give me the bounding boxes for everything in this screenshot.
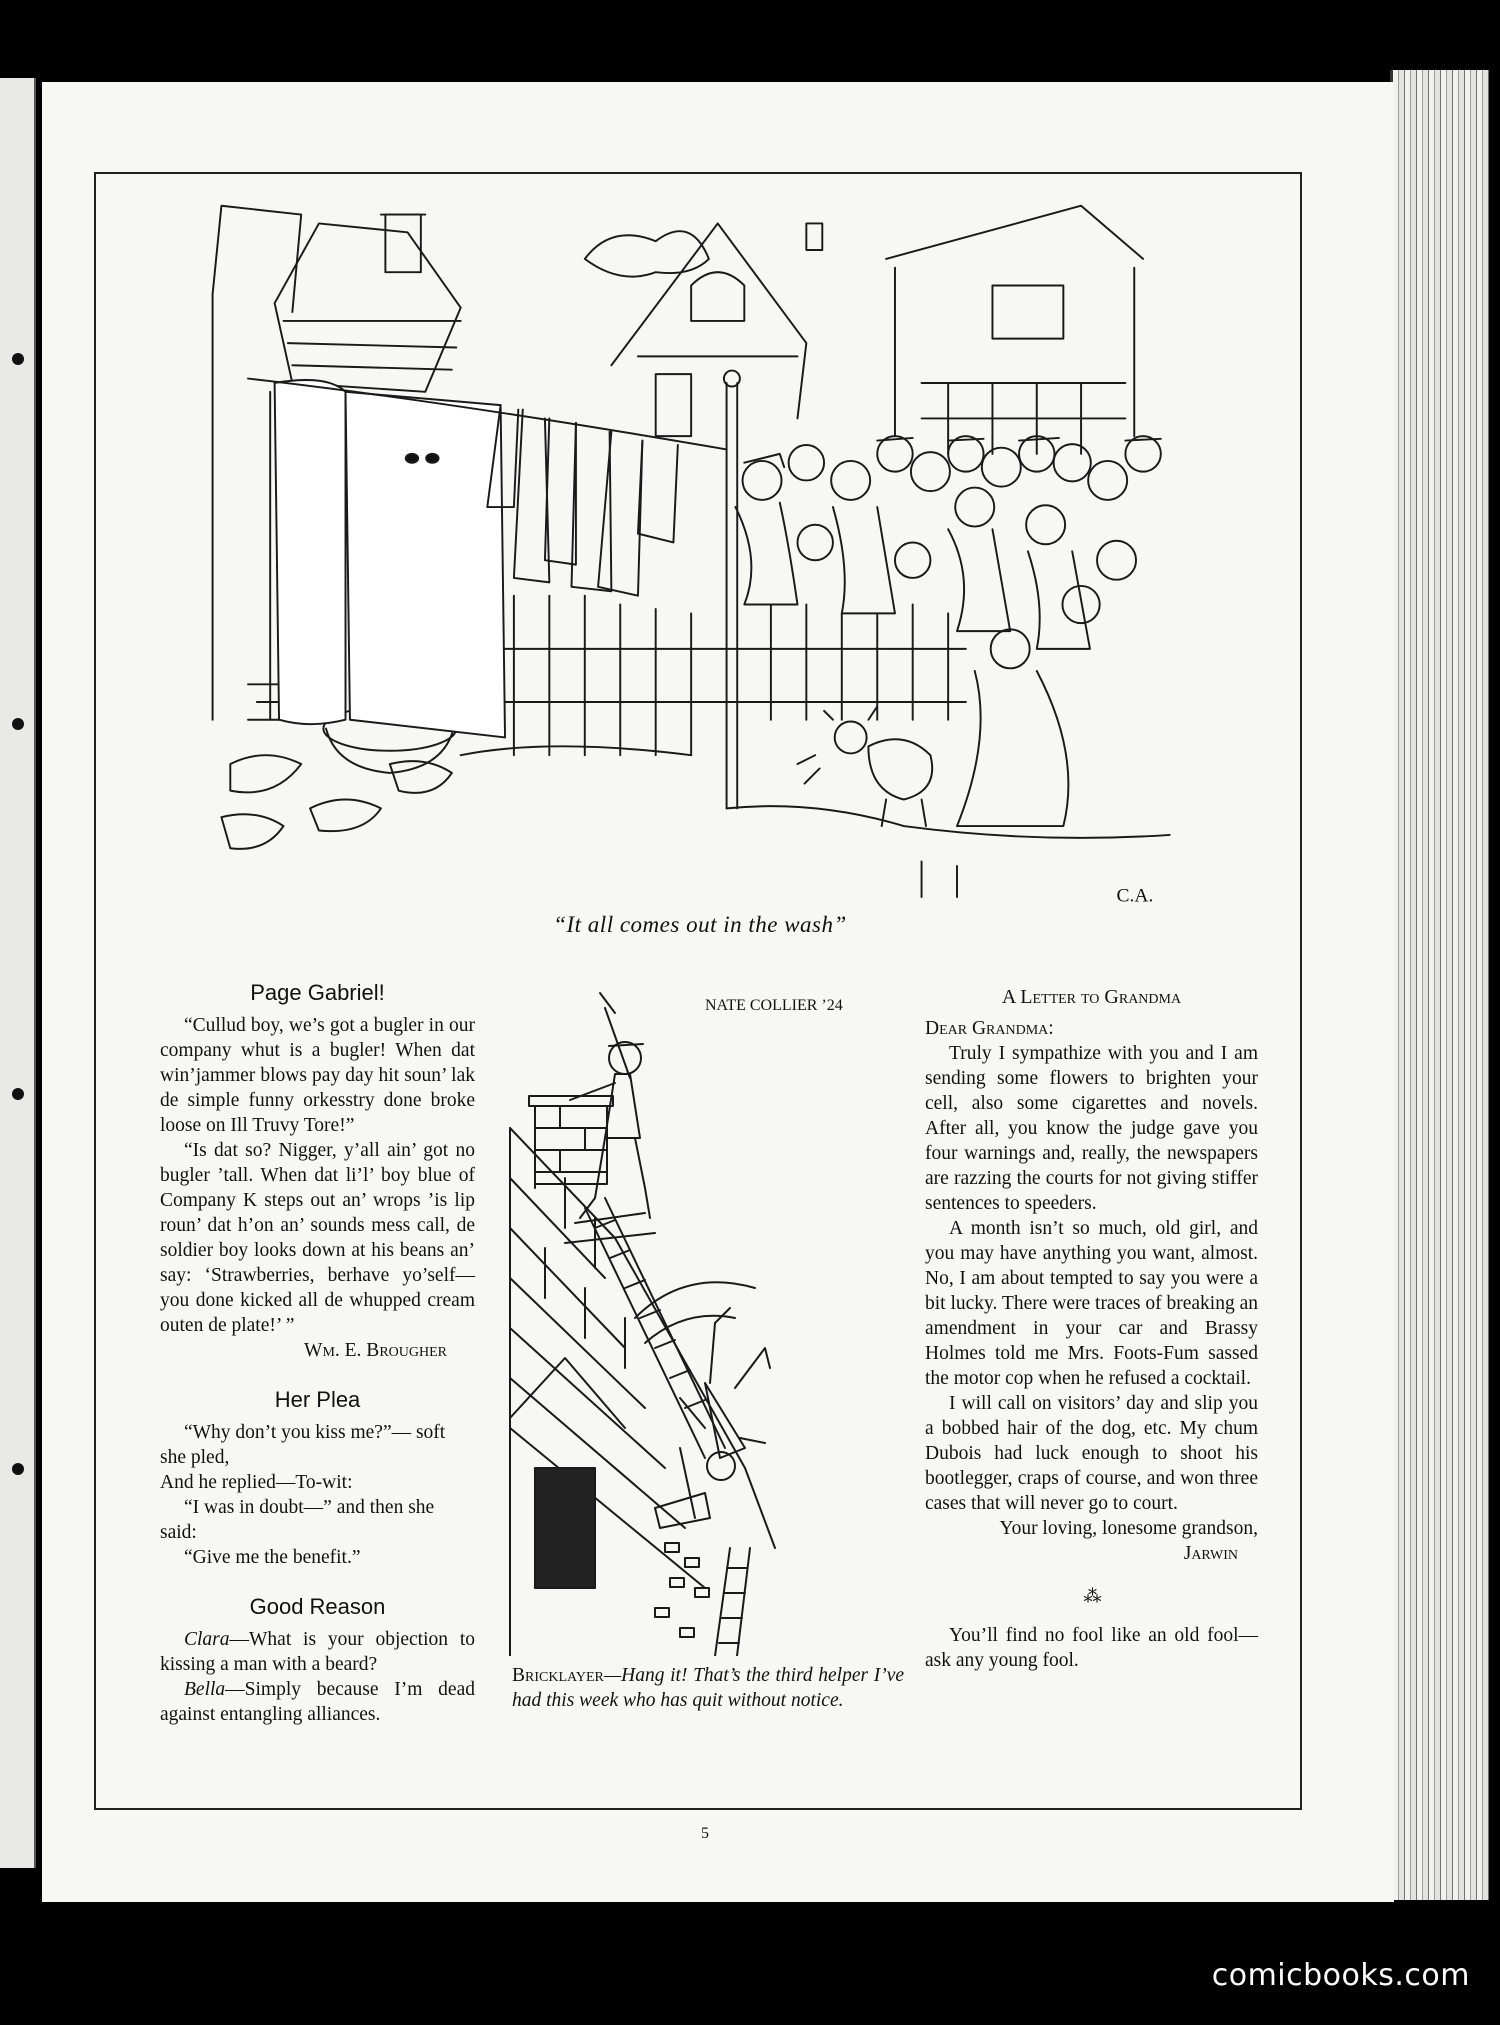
letter-closing: Your loving, lonesome grandson, bbox=[999, 1518, 1258, 1539]
her-plea-line4: “Give me the benefit.” bbox=[184, 1547, 361, 1568]
letter-salutation: Dear Grandma: bbox=[925, 1018, 1054, 1039]
good-reason-bella-line bbox=[160, 1677, 475, 1727]
page-gabriel-para1: “Cullud boy, we’s got a bugler in our company whut is a bugler! When dat win’jammer blows pay day hit soun’ lak de simple funny orkesstry done broke loose on Ill Truvy Tore!” bbox=[160, 1015, 475, 1136]
letter-para1: Truly I sympathize with you and I am sending some flowers to brighten your cell, also some cigarettes and novels. After all, you know the judge gave you four warnings and, really, the newspapers are razzing the courts for not giving stiffer sentences to speeders. bbox=[925, 1043, 1258, 1214]
page-gabriel-title: Page Gabriel! bbox=[250, 980, 385, 1005]
artist-signature-mid: NATE COLLIER ’24 bbox=[705, 997, 843, 1014]
binding-hole bbox=[12, 718, 24, 730]
top-cartoon-caption: “It all comes out in the wash” bbox=[553, 912, 847, 937]
caption-speaker: Bricklayer bbox=[512, 1665, 604, 1686]
good-reason-clara-line bbox=[160, 1627, 475, 1677]
bricklayer-caption bbox=[512, 1663, 904, 1713]
closing-joke: You’ll find no fool like an old fool—ask any young fool. bbox=[925, 1625, 1258, 1671]
caption-text: —Hang it! That’s the third helper I’ve had this week who has quit without notice. bbox=[512, 1665, 904, 1711]
section-ornament: ⁂ bbox=[1083, 1586, 1100, 1606]
letter-title: A Letter to Grandma bbox=[1001, 986, 1182, 1008]
left-column bbox=[160, 980, 475, 1727]
letter-para3: I will call on visitors’ day and slip you a bobbed hair of the dog, etc. My chum Dubois had luck enough to shoot his bootlegger, craps of course, and won three cases that will never go to court. bbox=[925, 1393, 1258, 1514]
letter-signature: Jarwin bbox=[1183, 1543, 1238, 1564]
clara-text: —What is your objection to kissing a man with a beard? bbox=[160, 1629, 475, 1675]
speaker-clara: Clara bbox=[184, 1629, 230, 1650]
bella-text: —Simply because I’m dead against entangling alliances. bbox=[160, 1679, 475, 1725]
page-gabriel-para2: “Is dat so? Nigger, y’all ain’ got no bugler ’tall. When dat li’l’ boy blue of Company K steps out an’ wrops ’is lip roun’ dat h’on an’ sounds mess call, de soldier boy looks down at his beans an’ say: ‘Strawberries, berhave yo’self—you done kicked all de whupped cream outen de plate!’ ” bbox=[160, 1140, 475, 1336]
left-page-edge bbox=[0, 78, 36, 1868]
page-gabriel-author: Wm. E. Brougher bbox=[304, 1340, 447, 1361]
right-column bbox=[925, 985, 1258, 1673]
her-plea-line2: And he replied—To-wit: bbox=[160, 1472, 353, 1493]
binding-hole bbox=[12, 353, 24, 365]
artist-signature-top: C.A. bbox=[1116, 885, 1154, 907]
watermark: comicbooks.com bbox=[1211, 1958, 1470, 1993]
page-edges bbox=[1390, 70, 1489, 1900]
laundry-crowd-illustration bbox=[130, 188, 1270, 928]
speaker-bella: Bella bbox=[184, 1679, 226, 1700]
binding-hole bbox=[12, 1088, 24, 1100]
good-reason-title: Good Reason bbox=[249, 1594, 386, 1619]
her-plea-title: Her Plea bbox=[274, 1387, 361, 1412]
page-number: 5 bbox=[701, 1825, 709, 1842]
her-plea-line1: “Why don’t you kiss me?”— soft she pled, bbox=[160, 1422, 446, 1468]
her-plea-line3: “I was in doubt—” and then she said: bbox=[160, 1497, 435, 1543]
bricklayer-illustration bbox=[505, 988, 905, 1656]
binding-hole bbox=[12, 1463, 24, 1475]
letter-para2: A month isn’t so much, old girl, and you may have anything you want, almost. No, I am about tempted to say you were a bit lucky. There were traces of breaking an amendment in your car and Brassy Holmes told me Mrs. Foots-Fum sassed the motor cop when he refused a cocktail. bbox=[925, 1218, 1258, 1389]
